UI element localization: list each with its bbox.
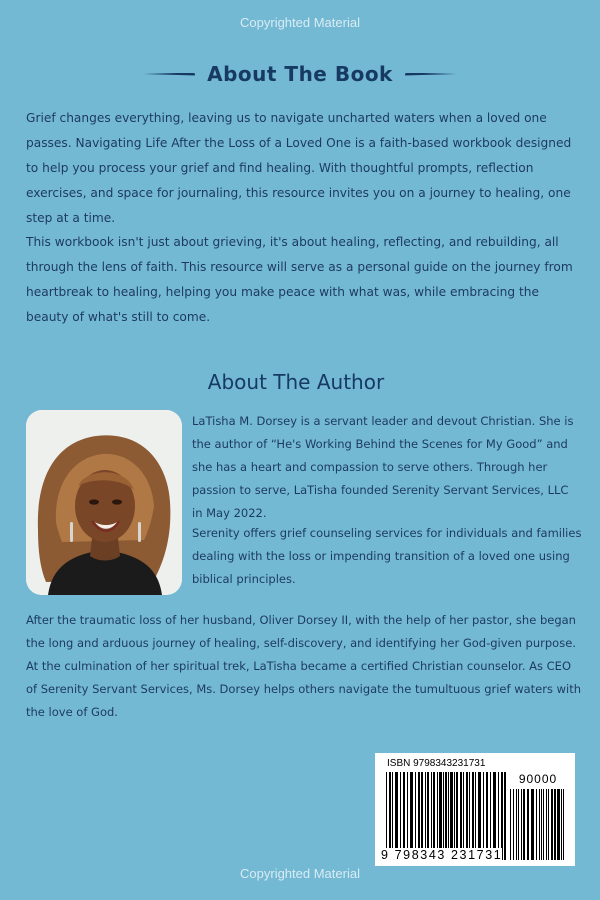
barcode-bar <box>389 772 391 860</box>
isbn-label: ISBN 9798343231731 <box>387 758 486 769</box>
barcode-bar <box>493 772 496 860</box>
barcode-bar <box>554 789 556 860</box>
heading-rule-right <box>405 73 457 76</box>
about-book-title: About The Book <box>207 62 393 86</box>
barcode-bar <box>431 772 432 860</box>
barcode-bar <box>486 772 488 860</box>
barcode-bar <box>523 789 525 860</box>
barcode-bar <box>521 789 522 860</box>
barcode-bar <box>421 772 423 860</box>
barcode-bar <box>498 772 499 860</box>
about-author-paragraph: After the traumatic loss of her husband, Oliver Dorsey II, with the help of her pastor, she began the long and arduous journey of healing, self-discovery, and identifying her God-given purpose. At the culmination of her spiritual trek, LaTisha became a certified Christian counselor. As CEO of Serenity Servant Services, Ms. Dorsey helps others navigate the tumultuous grief waters with the love of God. <box>26 613 582 719</box>
watermark-bottom: Copyrighted Material <box>240 866 360 881</box>
barcode-bar <box>400 772 401 860</box>
barcode-bar <box>403 772 405 860</box>
isbn-digits: 9 798343 231731 <box>381 848 503 862</box>
barcode-bar <box>418 772 420 860</box>
barcode-bar <box>548 789 549 860</box>
barcode-bar <box>427 772 429 860</box>
about-book-heading <box>0 62 600 86</box>
barcode-bar <box>456 772 458 860</box>
barcode-bar <box>472 772 474 860</box>
barcode-bar <box>543 789 544 860</box>
barcode-bar <box>410 772 413 860</box>
about-author-heading: About The Author <box>207 370 385 394</box>
barcode-bar <box>551 789 553 860</box>
barcode-bar <box>483 772 484 860</box>
barcode-bar <box>518 789 519 860</box>
barcode-bar <box>448 772 449 860</box>
barcode-bar <box>445 772 447 860</box>
barcode-bar <box>546 789 547 860</box>
about-book-paragraph: This workbook isn't just about grieving, it's about healing, reflecting, and rebuilding, all through the lens of faith. This resource will serve as a personal guide on the journey from heartbreak to healing, helping you make peace with what was, while embracing the beauty of what's still to come. <box>26 235 573 324</box>
barcode-bar <box>475 772 476 860</box>
barcode-bar <box>425 772 426 860</box>
barcode-bar <box>450 772 453 860</box>
barcode-bar <box>561 789 562 860</box>
heading-rule-left <box>143 73 195 76</box>
barcode-bar <box>504 772 506 860</box>
barcode-bar <box>541 789 542 860</box>
barcode-bar <box>557 789 560 860</box>
barcode-bar <box>516 789 517 860</box>
barcode-bar <box>466 772 468 860</box>
barcode-bar <box>501 772 503 860</box>
barcode-bar <box>415 772 416 860</box>
barcode-bar <box>386 772 387 860</box>
about-author-paragraph: LaTisha M. Dorsey is a servant leader and devout Christian. She is the author of “He's Working Behind the Scenes for My Good” and she has a heart and compassion to serve others. Through her passion to serve, LaTisha founded Serenity Servant Services, LLC in May 2022. <box>192 414 574 520</box>
barcode-bar <box>433 772 435 860</box>
barcode-bar <box>437 772 438 860</box>
barcode-bar <box>478 772 481 860</box>
barcode-bar <box>527 789 529 860</box>
barcode-bar <box>454 772 455 860</box>
barcode-bar <box>460 772 462 860</box>
isbn-barcode-block <box>375 753 575 866</box>
author-portrait-illustration <box>26 410 182 595</box>
barcode-bar <box>395 772 398 860</box>
barcode-bar <box>513 789 514 860</box>
watermark-top: Copyrighted Material <box>240 15 360 30</box>
barcode-bar <box>392 772 393 860</box>
barcode-bar <box>469 772 470 860</box>
author-photo <box>26 410 182 595</box>
barcode-bar <box>407 772 408 860</box>
price-code: 90000 <box>518 772 558 786</box>
barcode-bar <box>439 772 442 860</box>
about-book-paragraph: Grief changes everything, leaving us to navigate uncharted waters when a loved one passes. Navigating Life After the Loss of a Loved One is a faith-based workbook designed to help you process your grief and find healing. With thoughtful prompts, reflection exercises, and space for journaling, this resource invites you on a journey to healing, one step at a time. <box>26 111 572 225</box>
barcode-bar <box>443 772 444 860</box>
barcode-bar <box>531 789 534 860</box>
about-author-paragraph: Serenity offers grief counseling services for individuals and families dealing with the loss or impending transition of a loved one using biblical principles. <box>192 526 582 586</box>
barcode-bar <box>463 772 464 860</box>
isbn-barcode-bars <box>386 772 506 860</box>
barcode-bar <box>539 789 540 860</box>
barcode-bar <box>563 789 564 860</box>
price-barcode-bars <box>510 789 568 860</box>
barcode-bar <box>536 789 537 860</box>
barcode-bar <box>510 789 511 860</box>
barcode-bar <box>490 772 491 860</box>
